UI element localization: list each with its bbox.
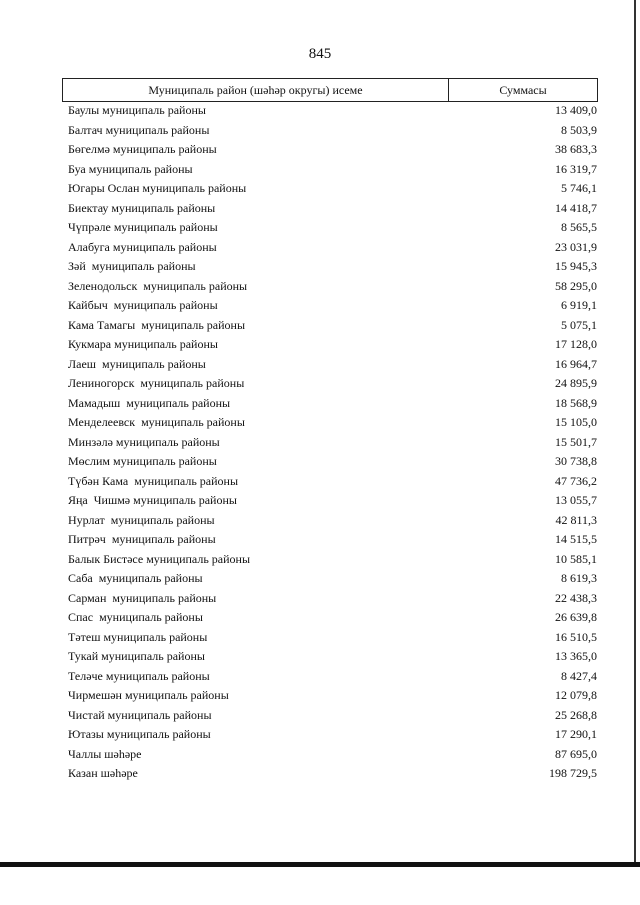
- table-row: [68, 160, 598, 180]
- table-row: [68, 764, 598, 784]
- district-amount: 26 639,8: [555, 610, 597, 624]
- district-amount: 22 438,3: [555, 590, 597, 605]
- district-amount: 13 365,0: [555, 649, 597, 663]
- district-amount: 16 319,7: [555, 161, 597, 176]
- district-amount: 16 964,7: [555, 356, 597, 371]
- district-amount: 38 683,3: [555, 142, 597, 156]
- header-district-name: Муниципаль район (шәһәр округы) исеме: [63, 79, 449, 101]
- district-amount: 8 427,4: [561, 668, 597, 683]
- district-amount: 10 585,1: [555, 551, 597, 566]
- district-name: Чирмешән муниципаль районы: [68, 688, 229, 702]
- district-name: Саба муниципаль районы: [68, 571, 203, 585]
- district-amount: 14 515,5: [555, 532, 597, 546]
- district-amount: 5 075,1: [561, 317, 597, 332]
- district-name: Биектау муниципаль районы: [68, 200, 216, 215]
- district-name: Баулы муниципаль районы: [68, 103, 206, 117]
- table-row: [68, 101, 598, 121]
- district-amount: 8 619,3: [561, 571, 597, 585]
- district-amount: 13 055,7: [555, 493, 597, 507]
- district-name: Кукмара муниципаль районы: [68, 337, 218, 351]
- district-name: Спас муниципаль районы: [68, 610, 203, 624]
- district-name: Буа муниципаль районы: [68, 161, 193, 176]
- table-row: [68, 140, 598, 160]
- table-row: [68, 589, 598, 609]
- district-amount: 14 418,7: [555, 200, 597, 215]
- table-row: [68, 355, 598, 375]
- district-amount: 30 738,8: [555, 454, 597, 468]
- district-amount: 5 746,1: [561, 181, 597, 195]
- district-amount: 6 919,1: [561, 298, 597, 312]
- district-amount: 15 501,7: [555, 434, 597, 449]
- table-row: [68, 452, 598, 472]
- table-row: [68, 335, 598, 355]
- district-name: Кама Тамагы муниципаль районы: [68, 317, 246, 332]
- page-number: 845: [308, 46, 332, 62]
- table-row: [68, 530, 598, 550]
- table-row: [68, 257, 598, 277]
- table-row: [68, 608, 598, 628]
- table-row: [68, 491, 598, 511]
- district-amount: 16 510,5: [555, 629, 597, 644]
- table-row: [68, 433, 598, 453]
- district-name: Лениногорск муниципаль районы: [68, 376, 245, 390]
- district-amount: 18 568,9: [555, 395, 597, 410]
- district-name: Чүпрәле муниципаль районы: [68, 220, 218, 234]
- table-row: [68, 472, 598, 492]
- table-row: [68, 394, 598, 414]
- district-name: Алабуга муниципаль районы: [68, 239, 217, 254]
- district-name: Кайбыч муниципаль районы: [68, 298, 218, 312]
- district-name: Нурлат муниципаль районы: [68, 512, 215, 527]
- district-name: Мөслим муниципаль районы: [68, 454, 217, 468]
- table-row: [68, 179, 598, 199]
- district-name: Бөгелмә муниципаль районы: [68, 142, 217, 156]
- table-row: [68, 725, 598, 745]
- district-name: Лаеш муниципаль районы: [68, 356, 206, 371]
- table-row: [68, 745, 598, 765]
- district-name: Түбән Кама муниципаль районы: [68, 473, 239, 488]
- district-amount: 13 409,0: [555, 103, 597, 117]
- district-name: Ютазы муниципаль районы: [68, 727, 211, 741]
- district-amount: 12 079,8: [555, 688, 597, 702]
- table-row: [68, 511, 598, 531]
- district-amount: 47 736,2: [555, 473, 597, 488]
- district-amount: 8 503,9: [561, 122, 597, 137]
- table-row: [68, 647, 598, 667]
- district-amount: 15 105,0: [555, 415, 597, 429]
- table-row: [68, 277, 598, 297]
- district-name: Зеленодольск муниципаль районы: [68, 278, 248, 293]
- district-name: Сарман муниципаль районы: [68, 590, 217, 605]
- table-body: [68, 101, 598, 784]
- district-name: Минзәлә муниципаль районы: [68, 434, 220, 449]
- district-name: Яңа Чишмә муниципаль районы: [68, 493, 237, 507]
- table-row: [68, 374, 598, 394]
- district-name: Тәтеш муниципаль районы: [68, 629, 208, 644]
- district-name: Балык Бистәсе муниципаль районы: [68, 551, 251, 566]
- table-row: [68, 218, 598, 238]
- table-row: [68, 706, 598, 726]
- scan-bottom-bar: [0, 862, 640, 867]
- district-amount: 42 811,3: [555, 512, 597, 527]
- district-amount: 17 128,0: [555, 337, 597, 351]
- table-row: [68, 550, 598, 570]
- table-row: [68, 238, 598, 258]
- district-name: Чистай муниципаль районы: [68, 707, 212, 722]
- scan-edge-line: [634, 0, 636, 862]
- district-name: Теләче муниципаль районы: [68, 668, 210, 683]
- district-name: Зәй муниципаль районы: [68, 259, 196, 273]
- table-row: [68, 667, 598, 687]
- district-amount: 24 895,9: [555, 376, 597, 390]
- district-name: Менделеевск муниципаль районы: [68, 415, 245, 429]
- district-name: Казан шәһәре: [68, 766, 138, 780]
- district-amount: 23 031,9: [555, 239, 597, 254]
- district-name: Югары Ослан муниципаль районы: [68, 181, 247, 195]
- district-name: Тукай муниципаль районы: [68, 649, 205, 663]
- district-amount: 25 268,8: [555, 707, 597, 722]
- table-row: [68, 413, 598, 433]
- district-name: Чаллы шәһәре: [68, 746, 142, 761]
- table-row: [68, 569, 598, 589]
- table-row: [68, 686, 598, 706]
- district-name: Питрәч муниципаль районы: [68, 532, 216, 546]
- district-amount: 17 290,1: [555, 727, 597, 741]
- district-amount: 87 695,0: [555, 746, 597, 761]
- district-amount: 15 945,3: [555, 259, 597, 273]
- district-amount: 58 295,0: [555, 278, 597, 293]
- table-row: [68, 628, 598, 648]
- table-row: [68, 296, 598, 316]
- table-row: [68, 199, 598, 219]
- district-name: Балтач муниципаль районы: [68, 122, 210, 137]
- table-row: [68, 121, 598, 141]
- district-amount: 198 729,5: [549, 766, 597, 780]
- table-row: [68, 316, 598, 336]
- district-amount: 8 565,5: [561, 220, 597, 234]
- table-header: [62, 78, 598, 102]
- header-sum: Суммасы: [499, 83, 547, 97]
- district-name: Мамадыш муниципаль районы: [68, 395, 231, 410]
